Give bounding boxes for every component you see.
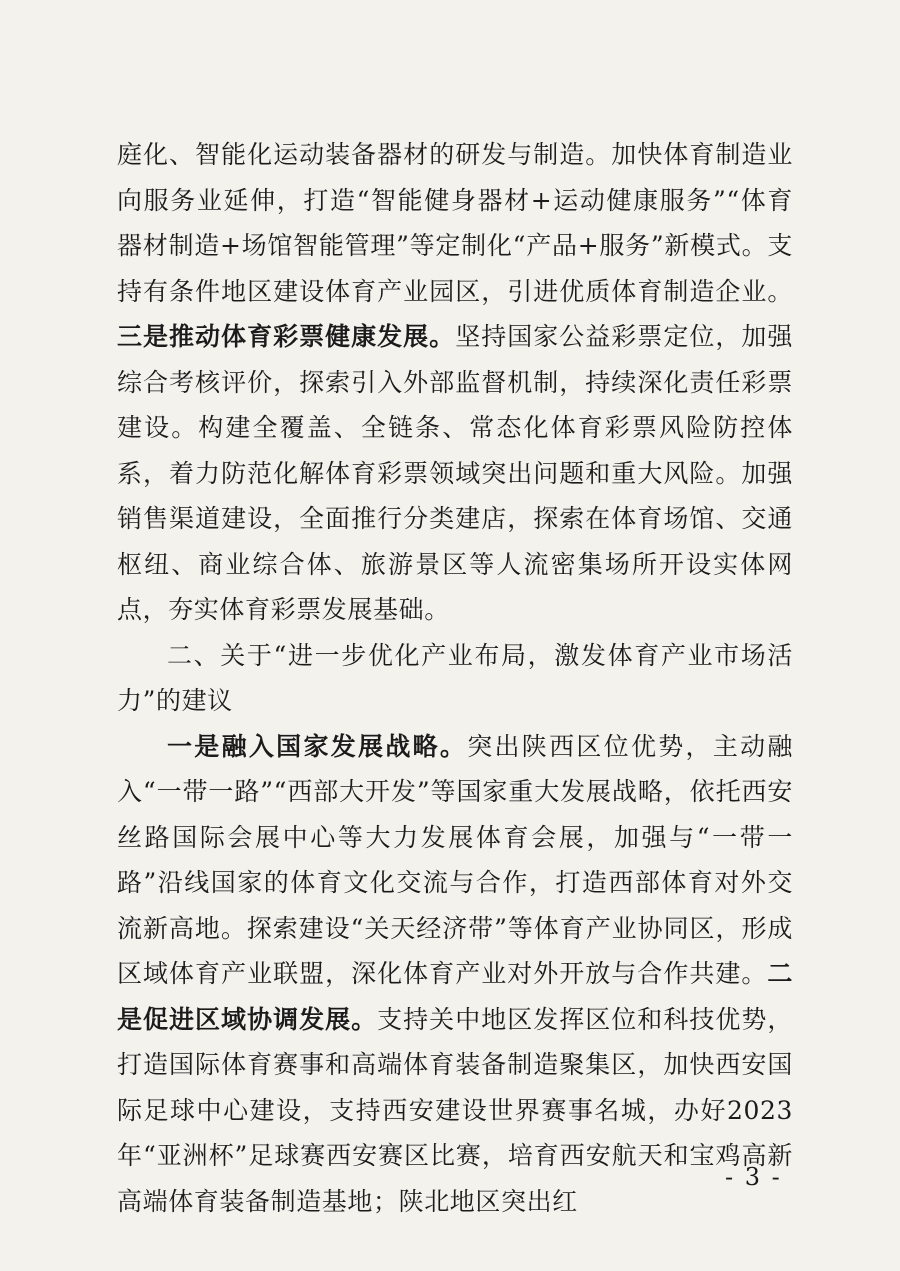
paragraph-text: 支持关中地区发挥区位和科技优势，打造国际体育赛事和高端体育装备制造聚集区，加快西安国际足球中心建设，支持西安建设世界赛事名城，办好2023年“亚洲杯”足球赛西安赛区比赛，培育西安航天和宝鸡高新高端体育装备制造基地；陕北地区突出红 xyxy=(117,1004,793,1216)
bold-point-lottery: 三是推动体育彩票健康发展。 xyxy=(117,322,456,351)
paragraph-sports-manufacturing-lottery xyxy=(117,132,793,633)
paragraph-text: 突出陕西区位优势，主动融入“一带一路”“西部大开发”等国家重大发展战略，依托西安丝路国际会展中心等大力发展体育会展，加强与“一带一路”沿线国家的体育文化交流与合作，打造西部体育对外交流新高地。探索建设“关天经济带”等体育产业协同区，形成区域体育产业联盟，深化体育产业对外开放与合作共建。 xyxy=(117,731,793,988)
paragraph-text: 庭化、智能化运动装备器材的研发与制造。加快体育制造业向服务业延伸，打造“智能健身器材+运动健康服务”“体育器材制造+场馆智能管理”等定制化“产品+服务”新模式。支持有条件地区建设体育产业园区，引进优质体育制造企业。 xyxy=(117,140,793,306)
paragraph-regional-development xyxy=(117,724,793,1225)
paragraph-text: 坚持国家公益彩票定位，加强综合考核评价，探索引入外部监督机制，持续深化责任彩票建设。构建全覆盖、全链条、常态化体育彩票风险防控体系，着力防范化解体育彩票领域突出问题和重大风险。加强销售渠道建设，全面推行分类建店，探索在体育场馆、交通枢纽、商业综合体、旅游景区等人流密集场所开设实体网点，夯实体育彩票发展基础。 xyxy=(117,322,793,624)
bold-point-national-strategy: 一是融入国家发展战略。 xyxy=(167,731,468,761)
bold-point-regional-coordination: 二是促进区域协调发展。 xyxy=(117,959,793,1034)
document-body xyxy=(117,132,793,1224)
section-heading-industry-layout: 二、关于“进一步优化产业布局，激发体育产业市场活力”的建议 xyxy=(117,640,793,715)
page-number: - 3 - xyxy=(725,1163,782,1191)
